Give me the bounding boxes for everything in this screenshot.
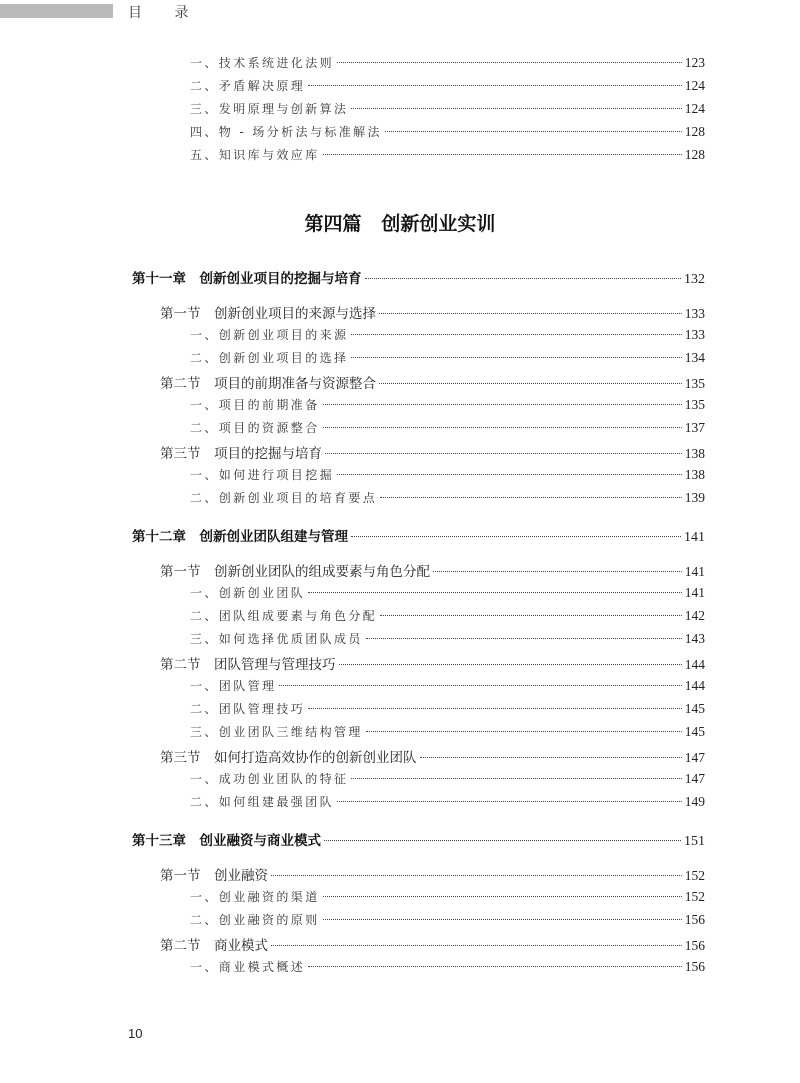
dot-leader [323,896,682,897]
toc-page-number: 156 [684,959,705,974]
toc-item[interactable] [190,489,705,506]
part-number: 第四篇 [304,213,362,235]
toc-page-number: 135 [684,397,705,412]
toc-item[interactable] [190,700,705,717]
toc-page-number: 151 [684,834,705,849]
dot-leader [308,708,682,709]
toc-item-text: 一、团队管理 [190,679,277,693]
toc-item[interactable] [190,146,705,163]
toc-section-text: 第一节 创业融资 [160,868,268,884]
toc-item-text: 二、团队管理技巧 [190,702,306,716]
dot-leader [337,474,682,475]
toc-page-number: 124 [684,78,705,93]
toc-section-text: 第二节 项目的前期准备与资源整合 [160,376,376,392]
footer-page-number: 10 [128,1026,143,1041]
toc-page-number: 141 [684,585,705,600]
toc-item-text: 三、发明原理与创新算法 [190,102,349,116]
dot-leader [379,383,682,384]
toc-page-number: 138 [684,446,705,461]
dot-leader [379,313,682,314]
dot-leader [323,427,682,428]
toc-page-number: 124 [684,101,705,116]
toc-page-number: 147 [684,771,705,786]
toc-page-number: 137 [684,420,705,435]
toc-item-text: 二、项目的资源整合 [190,421,320,435]
toc-chapter[interactable] [132,829,705,850]
dot-leader [380,615,682,616]
toc-item-text: 一、商业模式概述 [190,960,306,974]
toc-item[interactable] [190,888,705,905]
toc-section[interactable] [160,746,705,766]
toc-item-text: 一、技术系统进化法则 [190,56,335,70]
dot-leader [323,154,682,155]
toc-page-number: 133 [684,327,705,342]
toc-item[interactable] [190,911,705,928]
toc-page-number: 133 [684,306,705,321]
toc-page-number: 147 [684,750,705,765]
toc-section[interactable] [160,934,705,954]
toc-page-number: 143 [684,631,705,646]
dot-leader [351,334,681,335]
toc-item[interactable] [190,123,705,140]
toc-page-number: 142 [684,608,705,623]
toc-section[interactable] [160,864,705,884]
dot-leader [365,278,682,279]
toc-chapter[interactable] [132,525,705,546]
dot-leader [279,685,681,686]
dot-leader [337,801,682,802]
running-header-title: 目 录 [128,5,203,21]
dot-leader [366,731,682,732]
toc-item[interactable] [190,677,705,694]
toc-item[interactable] [190,54,705,71]
toc-item-text: 二、如何组建最强团队 [190,795,335,809]
toc-section[interactable] [160,442,705,462]
toc-item-text: 一、项目的前期准备 [190,398,320,412]
toc-item[interactable] [190,100,705,117]
dot-leader [351,536,681,537]
toc-section[interactable] [160,372,705,392]
toc-page-number: 138 [684,467,705,482]
toc-page-number: 145 [684,724,705,739]
toc-item[interactable] [190,396,705,413]
dot-leader [351,778,681,779]
dot-leader [385,131,682,132]
toc-section-text: 第三节 项目的挖掘与培育 [160,446,322,462]
toc-page-number: 144 [684,657,705,672]
toc-page-number: 141 [684,564,705,579]
dot-leader [366,638,682,639]
toc-item-text: 三、创业团队三维结构管理 [190,725,363,739]
dot-leader [271,875,682,876]
toc-item-text: 四、物 - 场分析法与标准解法 [190,125,382,139]
toc-chapter[interactable] [132,267,705,288]
dot-leader [420,757,682,758]
toc-item-text: 二、团队组成要素与角色分配 [190,609,378,623]
toc-item[interactable] [190,958,705,975]
toc-section[interactable] [160,560,705,580]
dot-leader [308,592,682,593]
dot-leader [380,497,682,498]
toc-section-text: 第二节 团队管理与管理技巧 [160,657,336,673]
dot-leader [324,840,681,841]
toc-page-number: 132 [684,272,705,287]
toc-item-text: 二、创新创业项目的培育要点 [190,491,378,505]
toc-chapter-text: 第十一章 创新创业项目的挖掘与培育 [132,271,362,287]
dot-leader [271,945,682,946]
toc-chapter-text: 第十二章 创新创业团队组建与管理 [132,529,348,545]
toc-item-text: 二、创业融资的原则 [190,913,320,927]
toc-item[interactable] [190,326,705,343]
toc-page-number: 156 [684,912,705,927]
toc-page-number: 123 [684,55,705,70]
part-name: 创新创业实训 [381,213,496,235]
dot-leader [351,357,681,358]
toc-page-number: 135 [684,376,705,391]
toc-page-number: 141 [684,530,705,545]
toc-section-text: 第一节 创新创业团队的组成要素与角色分配 [160,564,430,580]
toc-item-text: 一、成功创业团队的特征 [190,772,349,786]
dot-leader [325,453,682,454]
toc-page-number: 149 [684,794,705,809]
toc-item[interactable] [190,77,705,94]
toc-section-text: 第三节 如何打造高效协作的创新创业团队 [160,750,417,766]
dot-leader [339,664,682,665]
toc-item[interactable] [190,770,705,787]
toc-item-text: 二、矛盾解决原理 [190,79,306,93]
dot-leader [337,62,682,63]
toc-item[interactable] [190,723,705,740]
dot-leader [351,108,681,109]
toc-section[interactable] [160,302,705,322]
toc-page-number: 139 [684,490,705,505]
toc-page-number: 128 [684,147,705,162]
dot-leader [323,404,682,405]
toc-item[interactable] [190,419,705,436]
toc-section-text: 第二节 商业模式 [160,938,268,954]
toc-page-number: 156 [684,938,705,953]
toc-section[interactable] [160,653,705,673]
dot-leader [323,919,682,920]
toc-page-number: 145 [684,701,705,716]
toc-item-text: 二、创新创业项目的选择 [190,351,349,365]
toc-page-number: 152 [684,889,705,904]
toc-item-text: 三、如何选择优质团队成员 [190,632,363,646]
header-decor-bar [0,4,113,18]
dot-leader [308,966,682,967]
part-title [0,209,800,236]
toc-page-number: 144 [684,678,705,693]
toc-section-text: 第一节 创新创业项目的来源与选择 [160,306,376,322]
toc-item[interactable] [190,466,705,483]
toc-item-text: 一、创新创业团队 [190,586,306,600]
toc-page-number: 128 [684,124,705,139]
toc-item[interactable] [190,793,705,810]
dot-leader [433,571,682,572]
toc-chapter-text: 第十三章 创业融资与商业模式 [132,833,321,849]
toc-page-number: 152 [684,868,705,883]
toc-item-text: 五、知识库与效应库 [190,148,320,162]
toc-item-text: 一、创业融资的渠道 [190,890,320,904]
toc-item[interactable] [190,607,705,624]
toc-item-text: 一、如何进行项目挖掘 [190,468,335,482]
dot-leader [308,85,682,86]
toc-item[interactable] [190,584,705,601]
toc-item-text: 一、创新创业项目的来源 [190,328,349,342]
toc-item[interactable] [190,630,705,647]
toc-page-number: 134 [684,350,705,365]
toc-item[interactable] [190,349,705,366]
